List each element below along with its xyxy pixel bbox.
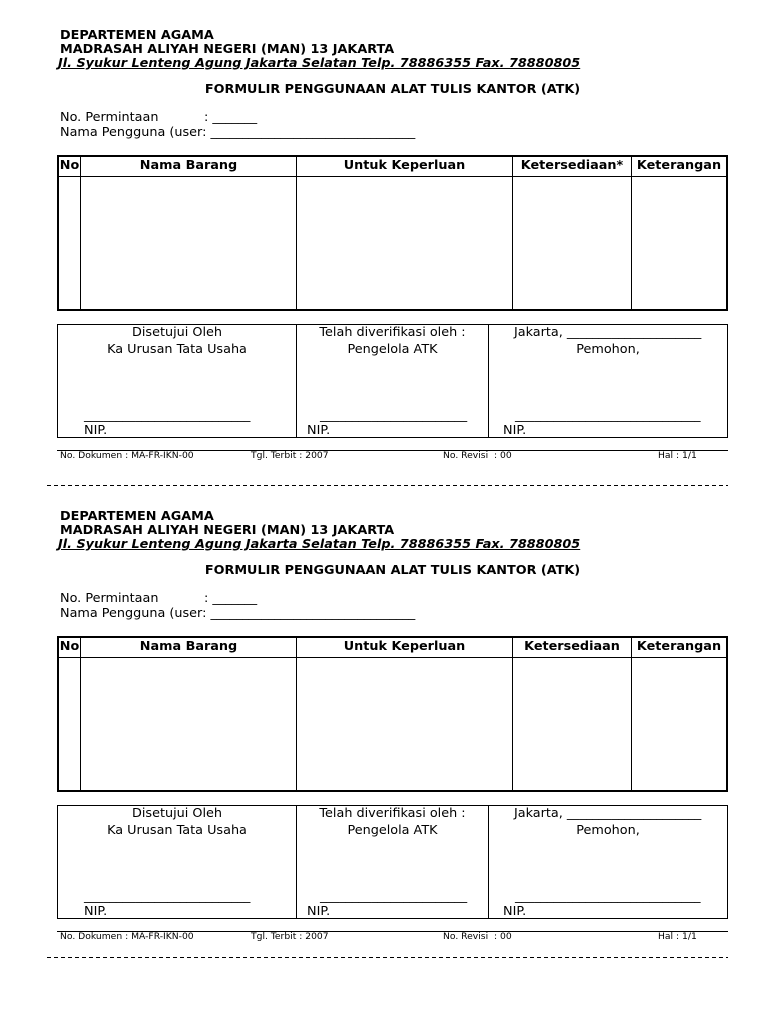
atk-form-copy-2 [0,481,768,959]
applicant-nip-label: NIP. [503,423,527,438]
cut-line-dashed [47,957,728,958]
approver-role: Ka Urusan Tata Usaha [107,342,247,357]
approver-nip-label: NIP. [84,904,108,919]
footer-revision: No. Revisi : 00 [443,450,512,461]
applicant-signature-line: _____________________________ [515,889,701,904]
table-cell-purpose [297,658,513,790]
form-title: FORMULIR PENGGUNAAN ALAT TULIS KANTOR (ATK) [204,563,581,578]
column-header-availability: Ketersediaan [513,638,632,658]
column-header-notes: Keterangan [632,638,726,658]
footer-document-number: No. Dokumen : MA-FR-IKN-00 [60,450,194,461]
column-header-purpose: Untuk Keperluan [297,638,513,658]
table-cell-availability [513,177,632,309]
school-address: Jl. Syukur Lenteng Agung Jakarta Selatan Telp. 78886355 Fax. 78880805 [58,56,581,71]
approver-caption: Disetujui Oleh [132,325,222,340]
user-name-row [60,607,415,621]
verifier-role: Pengelola ATK [347,823,438,838]
user-name-row [60,126,415,140]
footer-issue-date: Tgl. Terbit : 2007 [251,931,329,942]
signature-approver [58,325,297,437]
signature-box [57,324,728,438]
user-name-label: Nama Pengguna (user: [60,606,207,621]
verifier-nip-label: NIP. [307,904,331,919]
school-address: Jl. Syukur Lenteng Agung Jakarta Selatan Telp. 78886355 Fax. 78880805 [58,537,581,552]
column-header-no: No [59,638,81,658]
request-number-label: No. Permintaan [60,110,159,125]
table-cell-notes [632,658,726,790]
signature-verifier [297,325,489,437]
column-header-item-name: Nama Barang [81,638,297,658]
request-number-blank: : _______ [204,591,258,606]
approver-caption: Disetujui Oleh [132,806,222,821]
user-name-blank: ________________________________ [210,125,416,140]
approver-signature-line: __________________________ [84,408,251,423]
footer-issue-date: Tgl. Terbit : 2007 [251,450,329,461]
table-cell-item-name [81,658,297,790]
signature-box [57,805,728,919]
school-name: MADRASAH ALIYAH NEGERI (MAN) 13 JAKARTA [60,42,395,57]
department-name: DEPARTEMEN AGAMA [60,28,214,43]
table-cell-availability [513,658,632,790]
verifier-role: Pengelola ATK [347,342,438,357]
items-table [57,636,728,792]
approver-signature-line: __________________________ [84,889,251,904]
table-cell-item-name [81,177,297,309]
applicant-role: Pemohon, [576,823,640,838]
applicant-nip-label: NIP. [503,904,527,919]
verifier-caption: Telah diverifikasi oleh : [319,806,466,821]
signature-applicant [489,325,727,437]
column-header-no: No [59,157,81,177]
verifier-signature-line: _______________________ [320,408,468,423]
verifier-nip-label: NIP. [307,423,331,438]
footer-page-number: Hal : 1/1 [658,450,697,461]
footer-revision: No. Revisi : 00 [443,931,512,942]
table-cell-no [59,658,81,790]
signature-verifier [297,806,489,918]
department-name: DEPARTEMEN AGAMA [60,509,214,524]
request-number-blank: : _______ [204,110,258,125]
table-cell-purpose [297,177,513,309]
approver-nip-label: NIP. [84,423,108,438]
applicant-role: Pemohon, [576,342,640,357]
footer-page-number: Hal : 1/1 [658,931,697,942]
school-name: MADRASAH ALIYAH NEGERI (MAN) 13 JAKARTA [60,523,395,538]
verifier-signature-line: _______________________ [320,889,468,904]
atk-form-copy-1 [0,0,768,478]
column-header-purpose: Untuk Keperluan [297,157,513,177]
form-title: FORMULIR PENGGUNAAN ALAT TULIS KANTOR (ATK) [204,82,581,97]
table-cell-notes [632,177,726,309]
footer-document-number: No. Dokumen : MA-FR-IKN-00 [60,931,194,942]
user-name-blank: ________________________________ [210,606,416,621]
applicant-place-date: Jakarta, _____________________ [514,806,702,821]
column-header-notes: Keterangan [632,157,726,177]
items-table [57,155,728,311]
approver-role: Ka Urusan Tata Usaha [107,823,247,838]
verifier-caption: Telah diverifikasi oleh : [319,325,466,340]
signature-applicant [489,806,727,918]
table-cell-no [59,177,81,309]
column-header-item-name: Nama Barang [81,157,297,177]
column-header-availability: Ketersediaan* [513,157,632,177]
user-name-label: Nama Pengguna (user: [60,125,207,140]
applicant-signature-line: _____________________________ [515,408,701,423]
applicant-place-date: Jakarta, _____________________ [514,325,702,340]
signature-approver [58,806,297,918]
request-number-label: No. Permintaan [60,591,159,606]
